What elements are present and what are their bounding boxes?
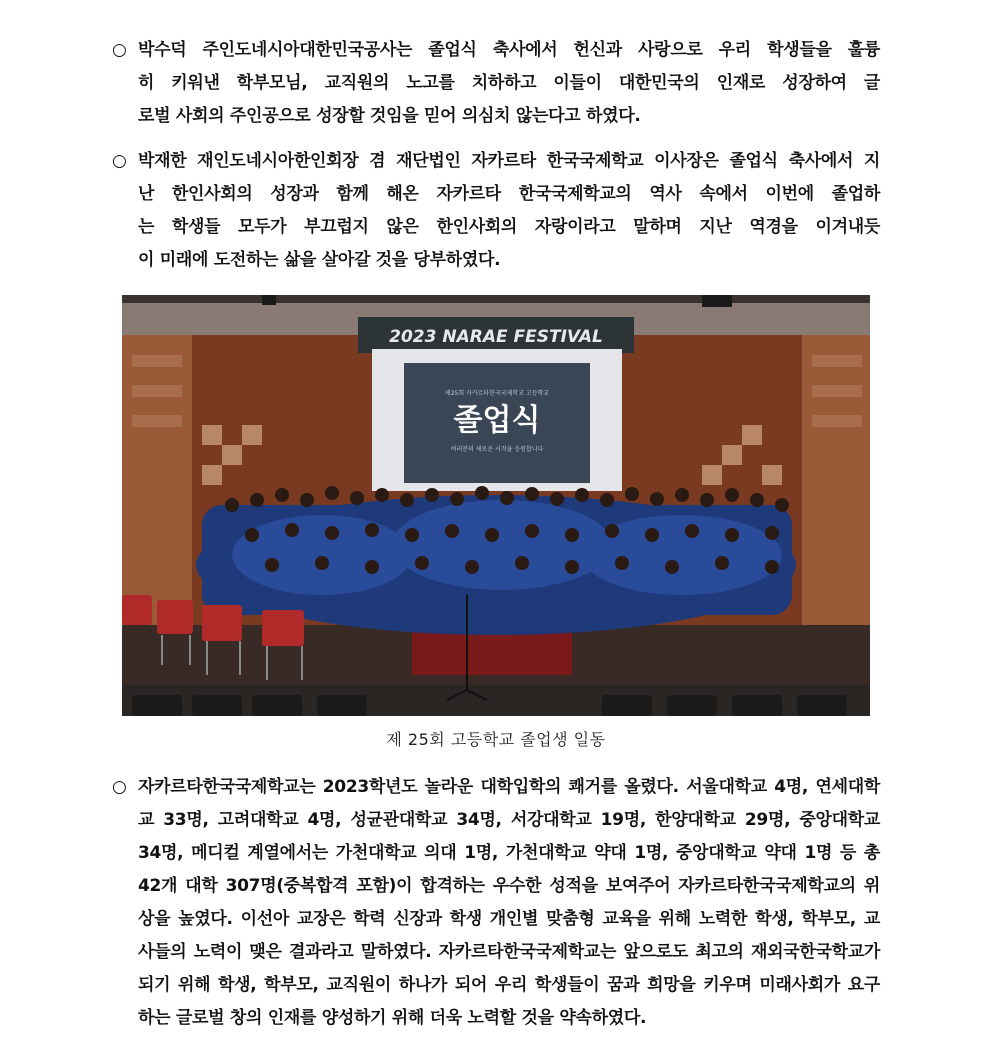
- paragraph-line: 상을 높였다. 이선아 교장은 학력 신장과 학생 개인별 맞춤형 교육을 위해 노력한 학생, 학부모, 교: [138, 909, 880, 929]
- screen-title: 졸업식: [453, 403, 541, 438]
- paragraph-chairman: [112, 145, 880, 277]
- banner-text: 2023 NARAE FESTIVAL: [389, 327, 603, 347]
- paragraph-line: 박재한 재인도네시아한인회장 겸 재단법인 자카르타 한국국제학교 이사장은 졸업식 축사에서 지: [138, 151, 880, 171]
- photo-caption: 제 25회 고등학교 졸업생 일동: [386, 730, 606, 749]
- paragraph-line: 난 한인사회의 성장과 함께 해온 자카르타 한국국제학교의 역사 속에서 이번에 졸업하: [138, 184, 880, 204]
- paragraph-ambassador: [112, 34, 880, 133]
- paragraph-line: 42개 대학 307명(중복합격 포함)이 합격하는 우수한 성적을 보여주어 자카르타한국국제학교의 위: [138, 876, 880, 896]
- paragraph-line: 자카르타한국국제학교는 2023학년도 놀라운 대학입학의 쾌거를 올렸다. 서울대학교 4명, 연세대학: [138, 777, 880, 797]
- paragraph-line: 되기 위해 학생, 학부모, 교직원이 하나가 되어 우리 학생들이 꿈과 희망을 키우며 미래사회가 요구: [138, 975, 880, 995]
- graduation-photo: [122, 295, 870, 716]
- bullet-circle: ○: [112, 151, 127, 171]
- paragraph-line: 교 33명, 고려대학교 4명, 성균관대학교 34명, 서강대학교 19명, 한양대학교 29명, 중앙대학교: [138, 810, 880, 830]
- bullet-circle: ○: [112, 777, 127, 797]
- paragraph-line: 로벌 사회의 주인공으로 성장할 것임을 믿어 의심치 않는다고 하였다.: [138, 106, 641, 126]
- screen-subtitle: 여러분의 새로운 시작을 응원합니다: [450, 446, 544, 453]
- paragraph-line: 34명, 메디컬 계열에서는 가천대학교 의대 1명, 가천대학교 약대 1명, 중앙대학교 약대 1명 등 총: [138, 843, 880, 863]
- paragraph-line: 는 학생들 모두가 부끄럽지 않은 한인사회의 자랑이라고 말하며 지난 역경을 이겨내듯: [138, 217, 880, 237]
- paragraph-line: 이 미래에 도전하는 삶을 살아갈 것을 당부하였다.: [138, 250, 501, 270]
- paragraph-line: 사들의 노력이 맺은 결과라고 말하였다. 자카르타한국국제학교는 앞으로도 최고의 재외국한국학교가: [138, 942, 880, 962]
- paragraph-admissions: [112, 771, 880, 1035]
- paragraph-line: 하는 글로벌 창의 인재를 양성하기 위해 더욱 노력할 것을 약속하였다.: [138, 1008, 647, 1028]
- bullet-circle: ○: [112, 40, 127, 60]
- paragraph-line: 히 키워낸 학부모님, 교직원의 노고를 치하하고 이들이 대한민국의 인재로 성장하여 글: [138, 73, 880, 93]
- paragraph-line: 박수덕 주인도네시아대한민국공사는 졸업식 축사에서 헌신과 사랑으로 우리 학생들을 훌륭: [138, 40, 880, 60]
- screen-small-text: 제25회 자카르타한국국제학교 고등학교: [444, 390, 550, 397]
